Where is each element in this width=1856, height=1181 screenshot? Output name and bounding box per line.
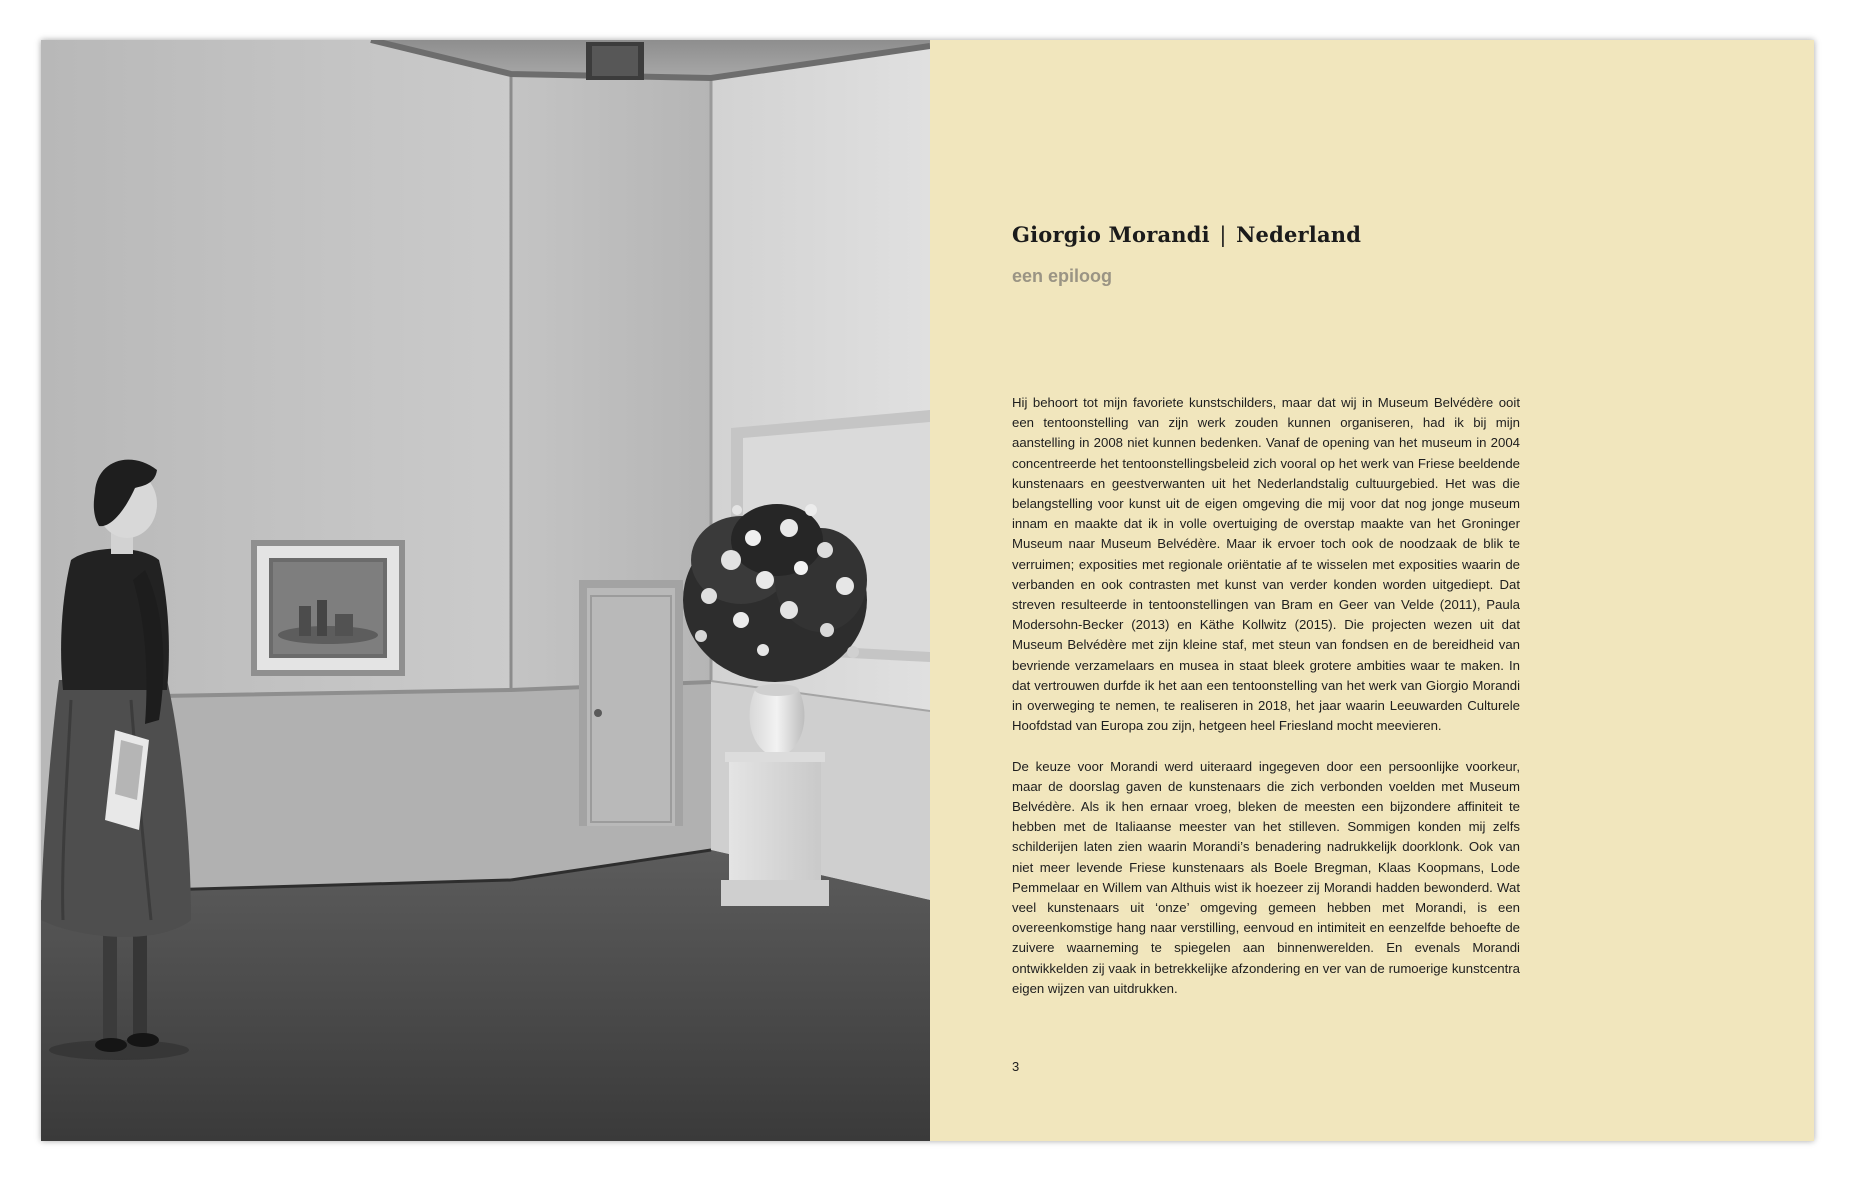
page-number: 3 (1012, 1059, 1020, 1074)
chapter-subtitle: een epiloog (1012, 266, 1113, 286)
gallery-photo (41, 40, 930, 1141)
title-country: Nederland (1236, 222, 1362, 247)
book-spread (41, 40, 1814, 1141)
paragraph: Hij behoort tot mijn favoriete kunstschilders, maar dat wij in Museum Belvédère ooit een tentoonstelling van zijn werk zouden kunnen organiseren, had ik bij mijn aanstelling in 2008 niet kunnen bedenken. Vanaf de opening van het museum in 2004 concentreerde het tentoonstellingsbeleid zich vooral op het werk van Friese beeldende kunstenaars en geestverwanten uit het Nederlandstalig cultuurgebied. Het was die belangstelling voor kunst uit de eigen omgeving die mij voor dat nog jonge museum innam en maakte dat ik in volle overtuiging de overstap maakte van het Groninger Museum naar Museum Belvédère. Maar ik ervoer toch ook de noodzaak de blik te verruimen; exposities met regionale oriëntatie af te wisselen met exposities waarin de verbanden en ook contrasten met kunst van verder konden worden uitgediept. Dat streven resulteerde in tentoonstellingen van Bram en Geer van Velde (2011), Paula Modersohn-Becker (2013) en Käthe Kollwitz (2015). Die projecten wezen uit dat Museum Belvédère met zijn kleine staf, met steun van fondsen en de bereidheid van bevriende verzamelaars en musea in staat bleek grotere ambities waar te maken. In dat vertrouwen durfde ik het aan een tentoonstelling van het werk van Giorgio Morandi in overweging te nemen, te realiseren in 2018, het jaar waarin Leeuwarden Culturele Hoofdstad van Europa zou zijn, hetgeen heel Friesland mocht meevieren. (1012, 395, 1520, 734)
title-separator: | (1219, 223, 1227, 247)
chapter-title (1012, 222, 1361, 247)
body-text (1012, 393, 1520, 999)
text-page (930, 40, 1814, 1141)
title-artist: Giorgio Morandi (1012, 222, 1210, 247)
paragraph: De keuze voor Morandi werd uiteraard ingegeven door een persoonlijke voorkeur, maar de doorslag gaven de kunstenaars die zich verbonden voelden met Museum Belvédère. Als ik hen ernaar vroeg, bleken de meesten een bijzondere affiniteit te hebben met de Italiaanse meester van het stilleven. Sommigen konden mij zelfs schilderijen laten zien waarin Morandi’s benadering nadrukkelijk doorklonk. Ook van niet meer levende Friese kunstenaars als Boele Bregman, Klaas Koopmans, Lode Pemmelaar en Willem van Althuis wist ik hoezeer zij Morandi hadden bewonderd. Wat veel kunstenaars uit ‘onze’ omgeving gemeen hebben met Morandi, is een overeenkomstige hang naar verstilling, eenvoud en intimiteit en eenzelfde behoefte de zuivere waarneming te spiegelen aan binnenwerelden. En evenals Morandi ontwikkelden zij vaak in betrekkelijke afzondering en ver van de rumoerige kunstcentra eigen wijzen van uitdrukken. (1012, 758, 1520, 996)
